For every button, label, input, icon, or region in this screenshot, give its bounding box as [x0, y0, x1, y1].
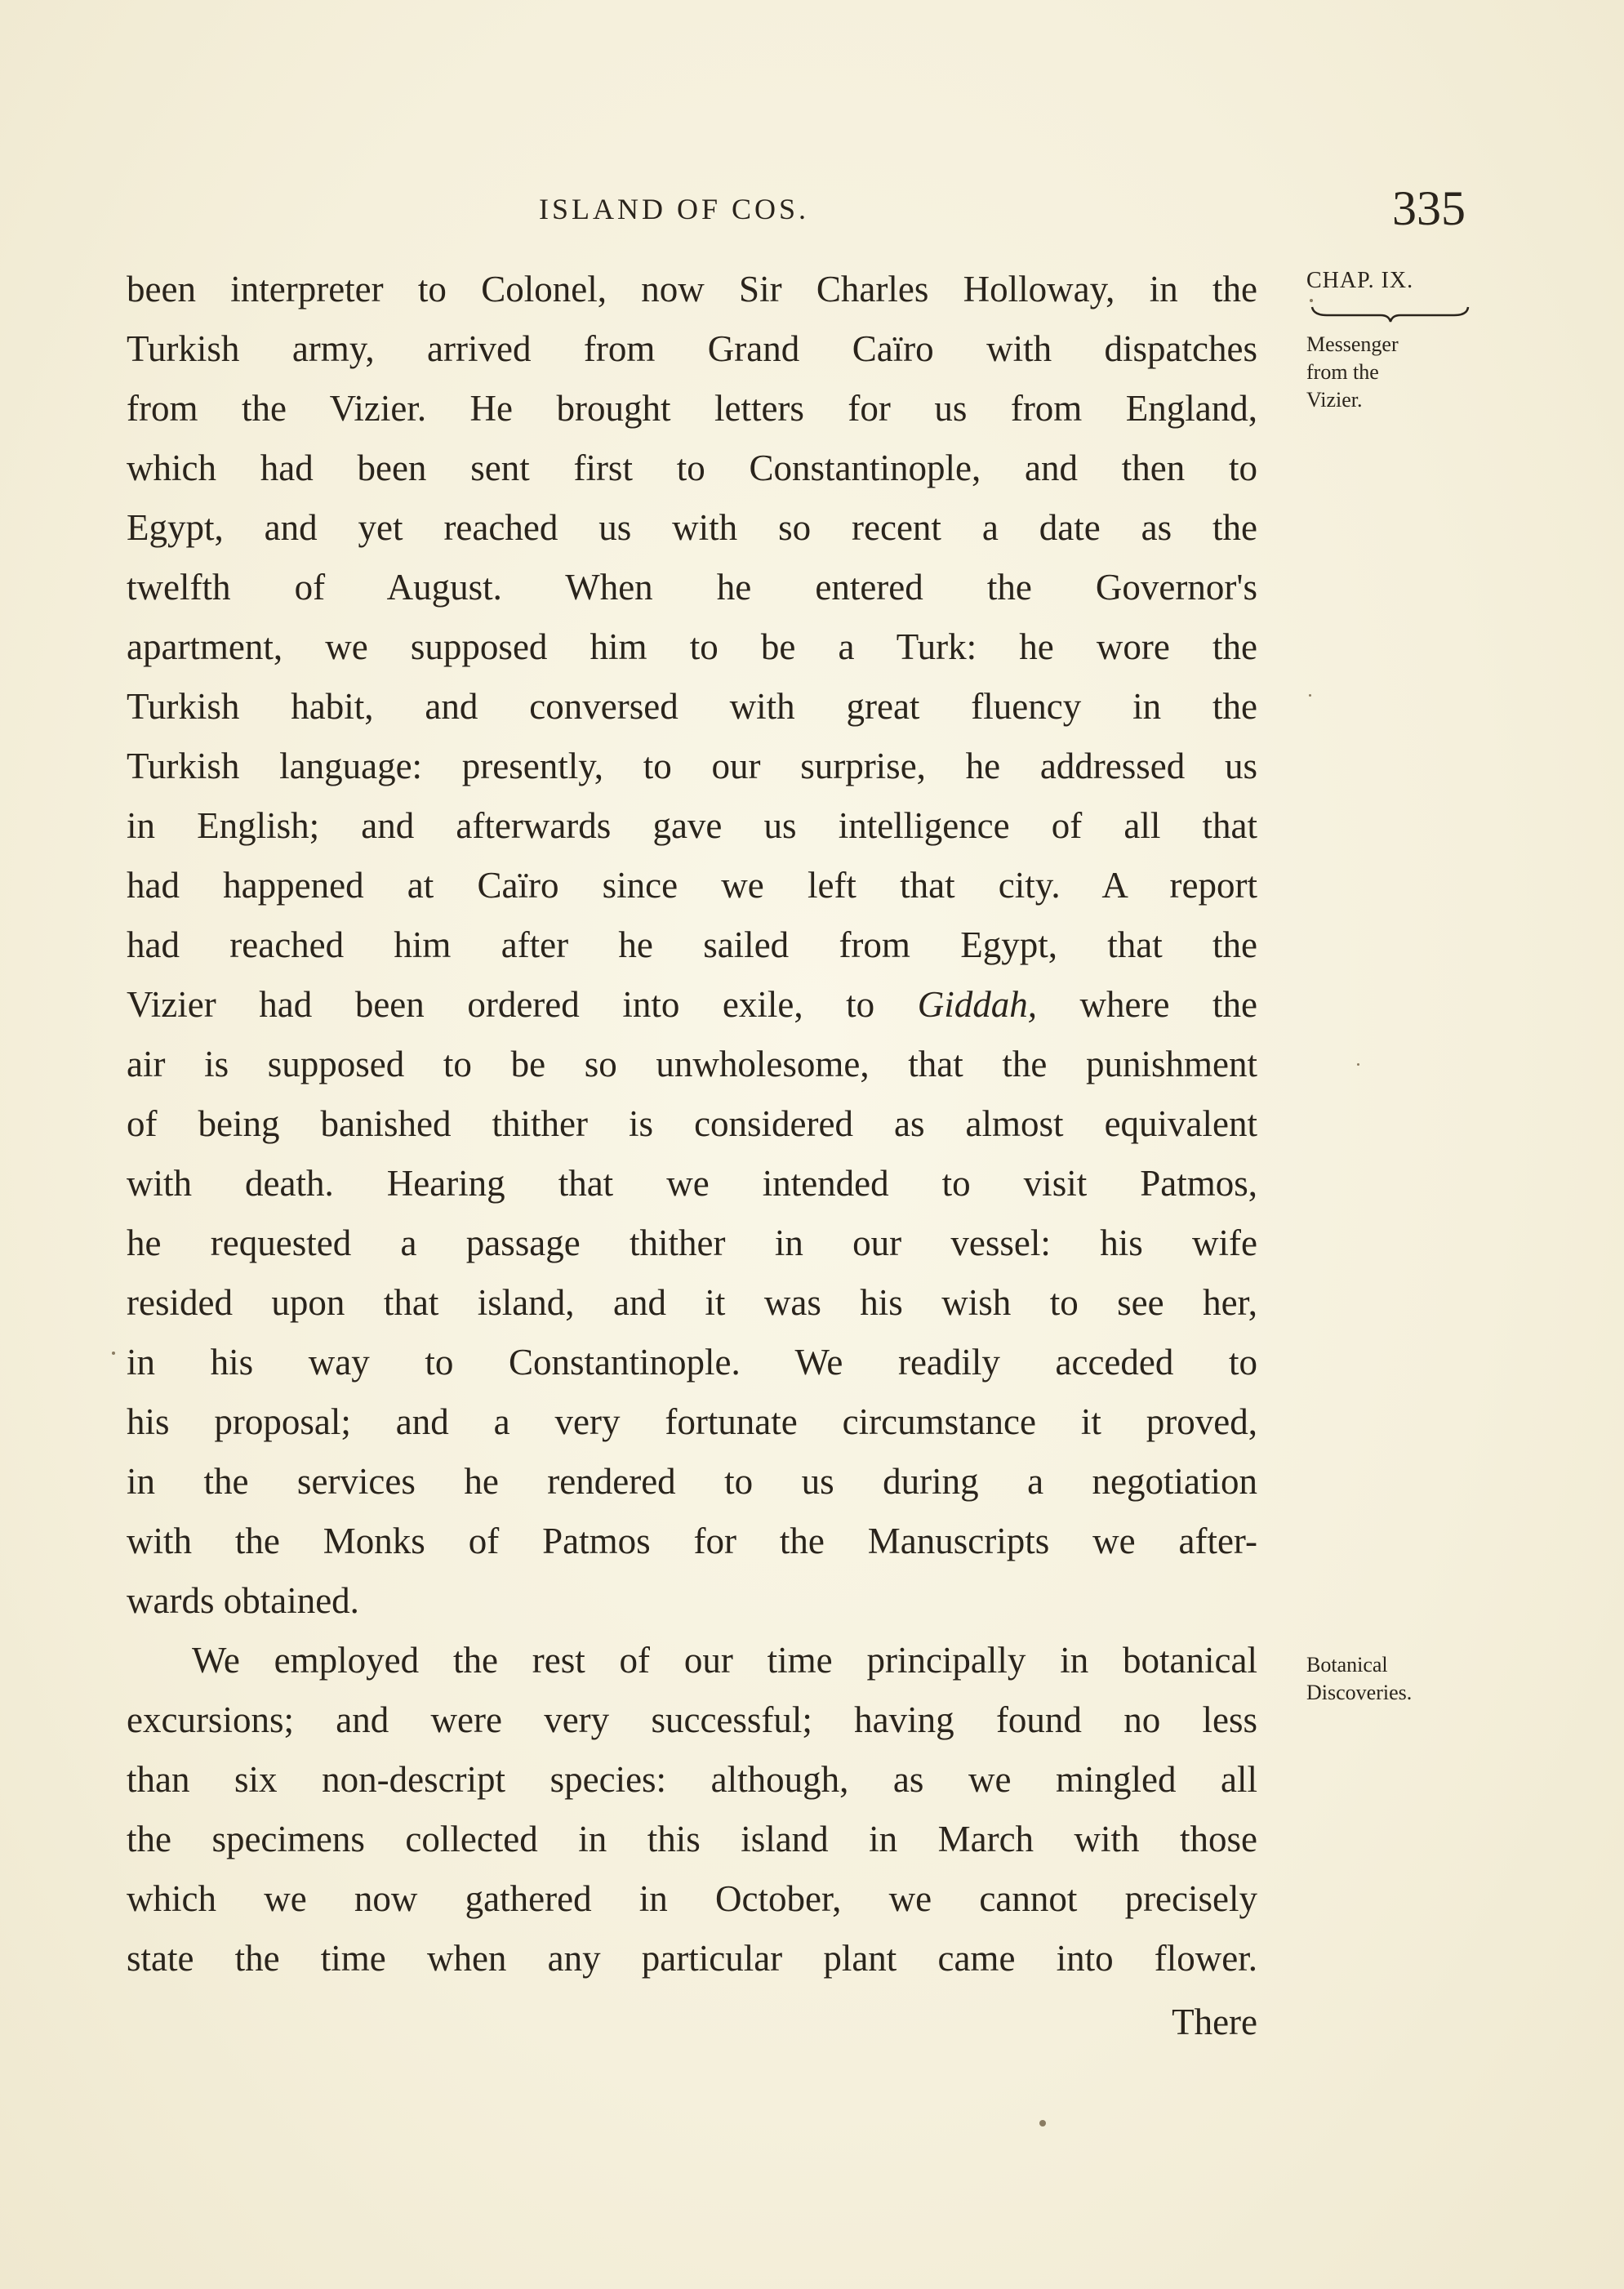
text-line: of being banished thither is considered as almost equivalent	[127, 1103, 1257, 1144]
catchword: There	[1172, 2002, 1257, 2042]
text-line: with death. Hearing that we intended to visit Patmos,	[127, 1163, 1257, 1204]
text-line: which had been sent first to Constantinople, and then to	[127, 448, 1257, 488]
text-line: he requested a passage thither in our vessel: his wife	[127, 1222, 1257, 1263]
text-line: air is supposed to be so unwholesome, that the punishment	[127, 1044, 1257, 1084]
text-line: in his way to Constantinople. We readily acceded to	[127, 1342, 1257, 1383]
speck	[1357, 1063, 1359, 1066]
text-line: had reached him after he sailed from Egypt, that the	[127, 924, 1257, 965]
running-head	[127, 181, 1466, 241]
speck	[112, 1352, 115, 1355]
paragraph-end-line: wards obtained.	[127, 1580, 359, 1621]
margin-note-line: Botanical	[1306, 1653, 1388, 1677]
text-line: resided upon that island, and it was his wish to see her,	[127, 1282, 1257, 1323]
text-line-with-italic	[127, 975, 1257, 1035]
speck	[1309, 694, 1311, 697]
margin-note-botanical	[1306, 1651, 1412, 1707]
text-line: which we now gathered in October, we cannot precisely	[127, 1878, 1257, 1919]
text-segment: where the	[1079, 984, 1257, 1025]
text-line: been interpreter to Colonel, now Sir Charles Holloway, in the	[127, 269, 1257, 310]
italic-place-name: Giddah,	[917, 984, 1037, 1025]
body-text	[127, 260, 1257, 2052]
running-title: ISLAND OF COS.	[539, 193, 810, 225]
paragraph-start-line: We employed the rest of our time principally in botanical	[192, 1640, 1257, 1681]
text-line: from the Vizier. He brought letters for us from England,	[127, 388, 1257, 429]
text-line: twelfth of August. When he entered the Governor's	[127, 567, 1257, 608]
text-line: excursions; and were very successful; having found no less	[127, 1699, 1257, 1740]
margin-note-line: Messenger	[1306, 332, 1399, 356]
text-line: the specimens collected in this island in March with those	[127, 1819, 1257, 1859]
page-number: 335	[1392, 181, 1466, 235]
text-line: state the time when any particular plant came into flower.	[127, 1938, 1257, 1979]
text-line: than six non-descript species: although, as we mingled all	[127, 1759, 1257, 1800]
margin-note-messenger	[1306, 331, 1399, 414]
text-line: Turkish habit, and conversed with great fluency in the	[127, 686, 1257, 727]
text-line: in English; and afterwards gave us intelligence of all that	[127, 805, 1257, 846]
chapter-brace-icon	[1310, 304, 1470, 323]
text-line: Turkish language: presently, to our surprise, he addressed us	[127, 746, 1257, 786]
text-line: Egypt, and yet reached us with so recent a date as the	[127, 507, 1257, 548]
text-segment: Vizier had been ordered into exile, to	[127, 984, 875, 1025]
margin-note-line: Discoveries.	[1306, 1681, 1413, 1704]
margin-note-line: from the	[1306, 360, 1379, 384]
text-line: in the services he rendered to us during a negotiation	[127, 1461, 1257, 1502]
margin-note-line: Vizier.	[1306, 388, 1363, 412]
chapter-label: CHAP. IX.	[1306, 268, 1414, 293]
text-line: his proposal; and a very fortunate circumstance it proved,	[127, 1401, 1257, 1442]
text-line: with the Monks of Patmos for the Manuscripts we after-	[127, 1521, 1257, 1561]
speck	[1039, 2120, 1046, 2126]
text-line: Turkish army, arrived from Grand Caïro with dispatches	[127, 328, 1257, 369]
speck	[1310, 299, 1313, 302]
text-line: apartment, we supposed him to be a Turk: he wore the	[127, 626, 1257, 667]
text-line: had happened at Caïro since we left that city. A report	[127, 865, 1257, 906]
